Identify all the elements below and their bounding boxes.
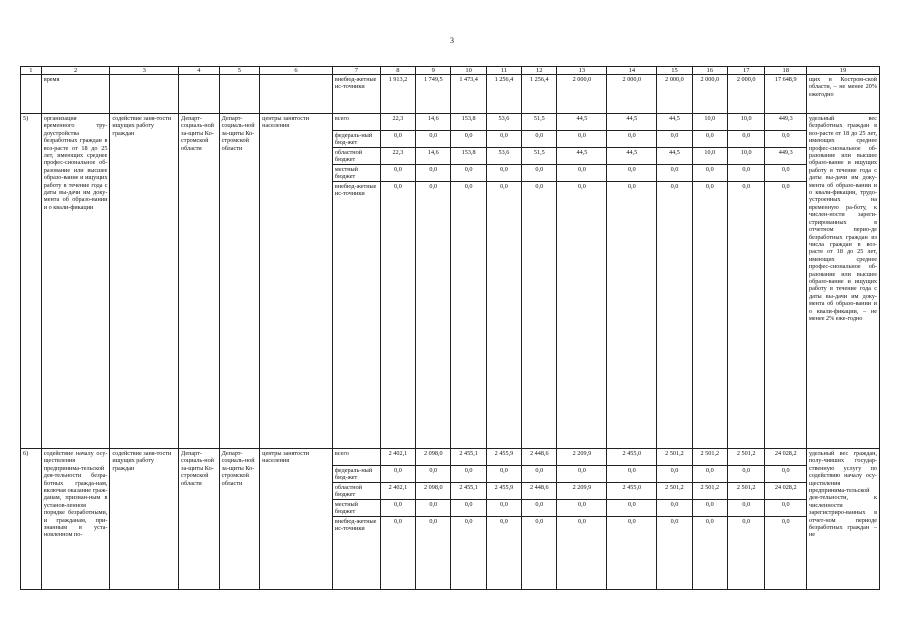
funding-sources [332,114,380,449]
partner: центры занятости населения [260,114,333,449]
cell-value: 2 209,9 [557,483,606,500]
value-column [380,114,415,449]
cell-value: 0,0 [522,500,556,517]
cell-value: 51,5 [522,114,556,131]
cell-value: 2 000,0 [557,75,607,114]
cell-value: 0,0 [429,183,438,190]
cell-value: 0,0 [381,131,415,148]
cell-value: 0,0 [522,131,556,148]
cell-value: 0,0 [693,500,727,517]
cell-value: 0,0 [765,466,806,483]
cell-value: 0,0 [557,131,606,148]
header-cell: 9 [416,67,451,75]
cell-value: 0,0 [728,500,764,517]
header-cell: 11 [486,67,521,75]
cell-value: 2 455,9 [487,449,521,466]
cell-value: 0,0 [693,131,727,148]
funding-sources [332,449,380,590]
cell-value: 0,0 [535,183,544,190]
value-column [607,114,657,449]
header-cell: 7 [332,67,380,75]
cell-empty [219,75,260,114]
cell-value: 10,0 [728,148,764,165]
value-column [380,449,415,590]
cell-value: 0,0 [451,466,485,483]
header-cell: 12 [522,67,557,75]
cell-value: 0,0 [416,165,450,182]
cell-value: 10,0 [728,114,764,131]
continuation-row [21,75,880,114]
value-column [486,114,521,449]
cell-value: 0,0 [464,183,473,190]
cell-value: 2 402,1 [381,449,415,466]
cell-empty [179,75,220,114]
source-label: местный бюджет [333,165,380,182]
cell-value: 53,6 [487,114,521,131]
header-cell: 17 [727,67,764,75]
cell-value: 0,0 [416,466,450,483]
cell-value: 2 098,0 [416,483,450,500]
cell-value: 1 913,2 [380,75,415,114]
cell-name: время [41,75,110,114]
cell-value: 44,5 [657,148,691,165]
cell-value: 2 209,9 [557,449,606,466]
cell-empty [260,75,333,114]
coexecutor: Департ-социаль-ной за-щиты Ко-стромской области [219,449,260,590]
value-column [765,114,807,449]
cell-value: 2 000,0 [727,75,764,114]
value-column [451,114,486,449]
cell-value: 2 000,0 [692,75,727,114]
cell-value: 44,5 [657,114,691,131]
value-column [416,114,451,449]
cell-value: 14,6 [416,148,450,165]
cell-value: 1 256,4 [486,75,521,114]
header-cell: 16 [692,67,727,75]
cell-value: 0,0 [693,165,727,182]
source-label: всего [333,449,380,466]
value-column [657,449,692,590]
source-label: областной бюджет [333,483,380,500]
activity-name: содействие началу осу-ществления предпринима-тельской дея-тельности безра-ботных гражда-нам, включая оказание граж-данам, признан-ным в установ-ленном порядке безработными, и гражданам, при-знанным в уста-новленном по- [41,449,110,590]
cell-value: 0,0 [381,466,415,483]
cell-value: 10,0 [693,148,727,165]
cell-value: 0,0 [381,500,415,517]
cell-value: 0,0 [693,466,727,483]
cell-value: 44,5 [557,148,606,165]
value-column [607,449,657,590]
cell-value: 0,0 [607,131,656,148]
header-cell: 5 [219,67,260,75]
cell-value: 2 501,2 [728,449,764,466]
value-column [416,449,451,590]
cell-value: 0,0 [742,183,751,190]
page-number: 3 [450,36,454,45]
header-row [21,67,880,75]
cell-value: 0,0 [765,500,806,517]
cell-value: 0,0 [394,183,402,190]
value-column [557,449,607,590]
value-column [692,449,727,590]
header-cell: 6 [260,67,333,75]
source-label: местный бюджет [333,500,380,517]
value-column [727,114,764,449]
cell-value: 0,0 [557,466,606,483]
cell-value: 1 749,5 [416,75,451,114]
activity-goal: содействие заня-тости ищущих работу граждан [110,114,179,449]
cell-value: 0,0 [670,183,679,190]
cell-value: 44,5 [557,114,606,131]
cell-value: 2 448,6 [522,449,556,466]
cell-value: 2 501,2 [728,483,764,500]
cell-value: 0,0 [728,165,764,182]
cell-value: 2 448,6 [522,483,556,500]
header-cell: 1 [21,67,42,75]
header-cell: 15 [657,67,692,75]
header-cell: 14 [607,67,657,75]
program-row [21,449,880,590]
value-column [557,114,607,449]
header-cell: 13 [557,67,607,75]
cell-value: 153,8 [451,148,485,165]
cell-value: 0,0 [607,466,656,483]
source-label: всего [333,114,380,131]
value-column [692,114,727,449]
cell-value: 0,0 [500,518,508,525]
cell-indicator: щих в Костром-ской области, – не менее 20% ежегодно [807,75,880,114]
header-cell: 10 [451,67,486,75]
cell-value: 0,0 [557,500,606,517]
cell-value: 2 402,1 [381,483,415,500]
cell-value: 0,0 [416,131,450,148]
cell-value: 0,0 [487,466,521,483]
cell-value: 2 455,0 [607,483,656,500]
cell-value: 0,0 [728,131,764,148]
header-cell: 3 [110,67,179,75]
cell-value: 0,0 [578,518,586,525]
cell-value: 0,0 [657,500,691,517]
cell-value: 0,0 [451,131,485,148]
target-indicator: удельный вес безработных граждан в воз-расте от 18 до 25 лет, имеющих среднее профес-сиональное об-разование или высшее образо-вание и ищущих работу в течение года с даты вы-дачи им доку-мента об образо-вании и о квали-фикации, трудо-устроенных на временную ра-боту, к числен-ности зареги-стрированных в отчетном перио-де безработных граждан из числа граждан в воз-расте от 18 до 25 лет, имеющих среднее профес-сиональное об-разование или высшее образо-вание и ищущих работу в течение года с даты вы-дачи им доку-мента об образо-вании и о квали-фикации, – не менее 2% еже-годно [807,114,880,449]
cell-value: 0,0 [781,183,790,190]
coexecutor: Департ-социаль-ной за-щиты Ко-стромской области [219,114,260,449]
cell-value: 0,0 [487,131,521,148]
cell-value: 1 473,4 [451,75,486,114]
cell-value: 0,0 [627,518,636,525]
value-column [451,449,486,590]
cell-value: 0,0 [522,165,556,182]
cell-value: 449,3 [765,114,806,131]
row-number: 6) [21,449,42,590]
cell-value: 0,0 [657,165,691,182]
cell-value: 2 455,1 [451,449,485,466]
cell-value: 0,0 [522,466,556,483]
source-label: федераль-ный бюд-жет [333,131,380,148]
cell-value: 0,0 [657,466,691,483]
header-cell: 8 [380,67,415,75]
cell-value: 0,0 [487,165,521,182]
value-column [522,449,557,590]
cell-value: 53,6 [487,148,521,165]
cell-value: 10,0 [693,114,727,131]
cell-value: 0,0 [742,518,751,525]
program-row [21,114,880,449]
activity-name: организация временного тру-доустройства безработных граждан в воз-расте от 18 до 25 лет, имеющих среднее профес-сиональное об-разование или высшее образо-вание и ищущих работу в течение года с даты вы-дачи им доку-мента об образо-вании и о квали-фикации [41,114,110,449]
cell-value: 0,0 [451,500,485,517]
executor: Департ-социаль-ной за-щиты Ко-стромской области [179,449,220,590]
source-label: внебюд-жетные ис-точники [334,183,377,197]
cell-value: 0,0 [535,518,544,525]
cell-value: 44,5 [607,148,656,165]
cell-empty [21,75,42,114]
cell-value: 22,3 [381,114,415,131]
cell-value: 14,6 [416,114,450,131]
executor: Департ-социаль-ной за-щиты Ко-стромской области [179,114,220,449]
cell-value: 0,0 [381,165,415,182]
cell-value: 0,0 [765,165,806,182]
value-column [765,449,807,590]
cell-value: 51,5 [522,148,556,165]
header-cell: 4 [179,67,220,75]
cell-value: 0,0 [578,183,586,190]
cell-value: 2 501,2 [657,449,691,466]
header-cell: 19 [807,67,880,75]
cell-value: 22,3 [381,148,415,165]
cell-value: 2 455,1 [451,483,485,500]
cell-value: 0,0 [416,500,450,517]
cell-value: 0,0 [607,165,656,182]
value-column [522,114,557,449]
cell-value: 2 501,2 [693,483,727,500]
cell-value: 2 455,9 [487,483,521,500]
value-column [657,114,692,449]
cell-value: 2 000,0 [607,75,657,114]
cell-value: 153,8 [451,114,485,131]
cell-value: 0,0 [557,165,606,182]
cell-value: 0,0 [781,518,790,525]
cell-value: 449,3 [765,148,806,165]
cell-value: 0,0 [487,500,521,517]
cell-value: 1 256,4 [522,75,557,114]
activity-goal: содействие заня-тости ищущих работу граждан [110,449,179,590]
cell-value: 2 501,2 [693,449,727,466]
source-label: областной бюджет [333,148,380,165]
cell-value: 0,0 [705,518,714,525]
source-label: внебюд-жетные ис-точники [334,518,377,532]
cell-value: 0,0 [657,131,691,148]
cell-value: 2 501,2 [657,483,691,500]
cell-value: 44,5 [607,114,656,131]
row-number: 5) [21,114,42,449]
cell-value: 24 028,2 [765,449,806,466]
cell-value: 2 455,0 [607,449,656,466]
cell-value: 0,0 [627,183,636,190]
cell-value: 0,0 [728,466,764,483]
header-cell: 2 [41,67,110,75]
header-cell: 18 [765,67,807,75]
program-table [20,66,880,590]
cell-value: 2 098,0 [416,449,450,466]
cell-value: 0,0 [670,518,679,525]
source-label: федераль-ный бюд-жет [333,466,380,483]
cell-value: 24 028,2 [765,483,806,500]
cell-value: 0,0 [500,183,508,190]
cell-value: 0,0 [394,518,402,525]
cell-value: 0,0 [464,518,473,525]
cell-source: внебюд-жетные ис-точники [332,75,380,114]
cell-value: 17 648,9 [765,75,807,114]
cell-value: 0,0 [765,131,806,148]
cell-value: 0,0 [607,500,656,517]
value-column [727,449,764,590]
cell-value: 2 000,0 [657,75,692,114]
cell-value: 0,0 [705,183,714,190]
value-column [486,449,521,590]
partner: центры занятости населения [260,449,333,590]
cell-value: 0,0 [451,165,485,182]
target-indicator: удельный вес граждан, полу-чивших государ-ственную услугу по содействию началу осу-ществления предпринима-тельской дея-тельности, к численности зарегистриро-ванных в отчет-ном периоде безработных граждан – не [807,449,880,590]
cell-empty [110,75,179,114]
cell-value: 0,0 [429,518,438,525]
